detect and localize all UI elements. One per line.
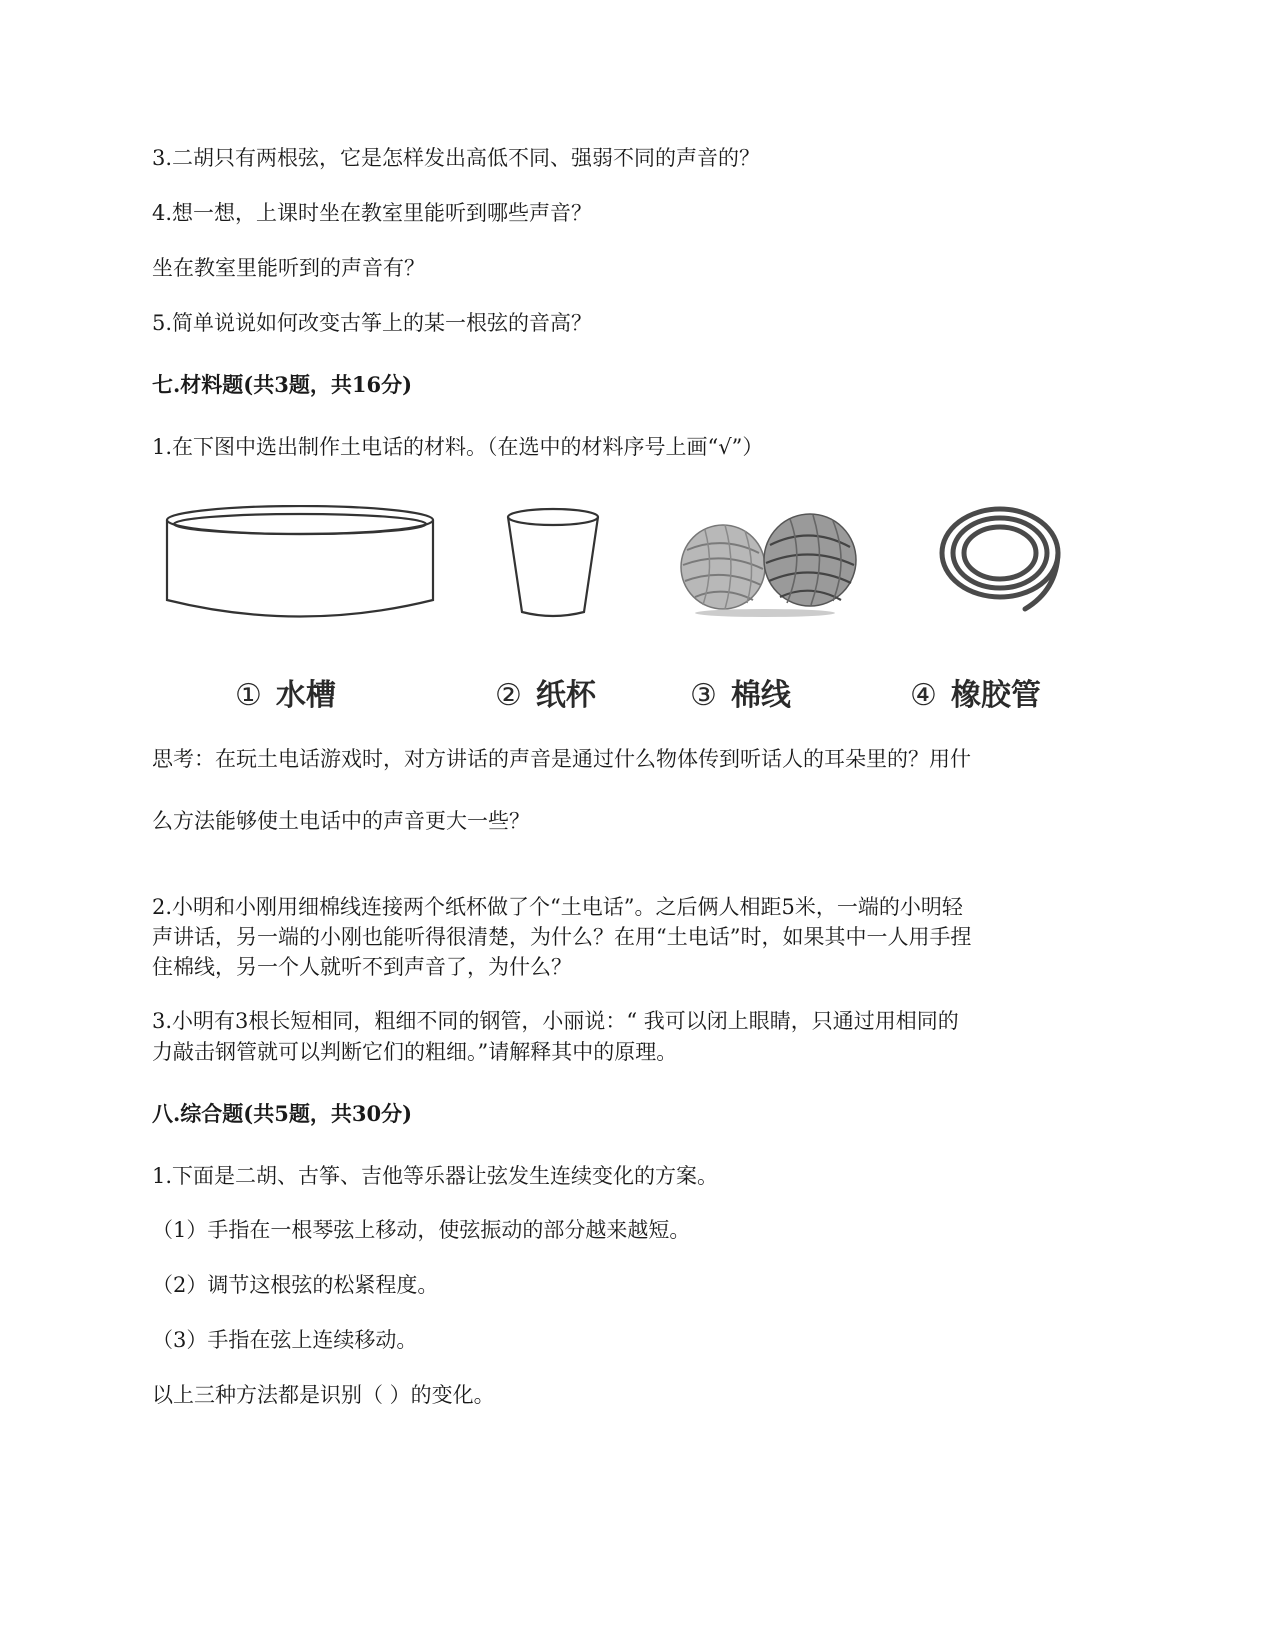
question-8-1: 1.下面是二胡、古筝、吉他等乐器让弦发生连续变化的方案。	[152, 1164, 719, 1188]
question-8-1-option-3: （3）手指在弦上连续移动。	[152, 1328, 418, 1352]
rubber-tube-icon	[942, 509, 1058, 609]
question-7-1-think-line-1: 思考：在玩土电话游戏时，对方讲话的声音是通过什么物体传到听话人的耳朵里的？用什	[152, 747, 971, 771]
question-6-4: 4.想一想，上课时坐在教室里能听到哪些声音？	[152, 201, 593, 225]
figure-label-2-number: ②	[495, 678, 522, 713]
figure-label-1-text: 水槽	[275, 678, 336, 713]
figure-label-3-text: 棉线	[730, 678, 791, 713]
question-8-1-blank: 以上三种方法都是识别（ ）的变化。	[152, 1383, 495, 1407]
paper-cup-icon	[508, 509, 598, 616]
section-8-heading: 八.综合题(共5题，共30分)	[152, 1101, 413, 1126]
section-7-heading: 七.材料题(共3题，共16分)	[152, 372, 413, 397]
question-7-3-line-1: 3.小明有3根长短相同，粗细不同的钢管，小丽说：“ 我可以闭上眼睛，只通过用相同的	[152, 1009, 959, 1033]
figure-label-1	[235, 670, 336, 714]
question-6-4-sub: 坐在教室里能听到的声音有？	[152, 256, 425, 280]
cotton-thread-icon	[681, 514, 856, 617]
question-7-1-think-line-2: 么方法能够使土电话中的声音更大一些？	[152, 809, 530, 833]
water-trough-icon	[167, 506, 433, 617]
figure-label-3-number: ③	[690, 678, 717, 713]
question-7-2-line-2: 声讲话，另一端的小刚也能听得很清楚，为什么？在用“土电话”时，如果其中一人用手捏	[152, 925, 972, 949]
figure-label-2-text: 纸杯	[535, 678, 596, 713]
figure-label-4-number: ④	[910, 678, 937, 713]
question-8-1-option-2: （2）调节这根弦的松紧程度。	[152, 1273, 439, 1297]
question-7-1: 1.在下图中选出制作土电话的材料。（在选中的材料序号上画“√”）	[152, 435, 764, 459]
question-6-5: 5.简单说说如何改变古筝上的某一根弦的音高？	[152, 311, 593, 335]
question-7-2-line-1: 2.小明和小刚用细棉线连接两个纸杯做了个“土电话”。之后俩人相距5米，一端的小明轻	[152, 895, 963, 919]
question-7-3-line-2: 力敲击钢管就可以判断它们的粗细。”请解释其中的原理。	[152, 1040, 678, 1064]
figure-label-2	[495, 670, 596, 714]
materials-figure-drawing	[165, 505, 1130, 665]
figure-label-1-number: ①	[235, 678, 262, 713]
question-6-3: 3.二胡只有两根弦，它是怎样发出高低不同、强弱不同的声音的？	[152, 146, 761, 170]
figure-label-3	[690, 670, 791, 714]
materials-figure	[165, 505, 1130, 735]
figure-label-4	[910, 670, 1041, 714]
question-8-1-option-1: （1）手指在一根琴弦上移动，使弦振动的部分越来越短。	[152, 1218, 691, 1242]
question-7-2-line-3: 住棉线，另一个人就听不到声音了，为什么？	[152, 955, 572, 979]
figure-label-4-text: 橡胶管	[950, 678, 1041, 713]
